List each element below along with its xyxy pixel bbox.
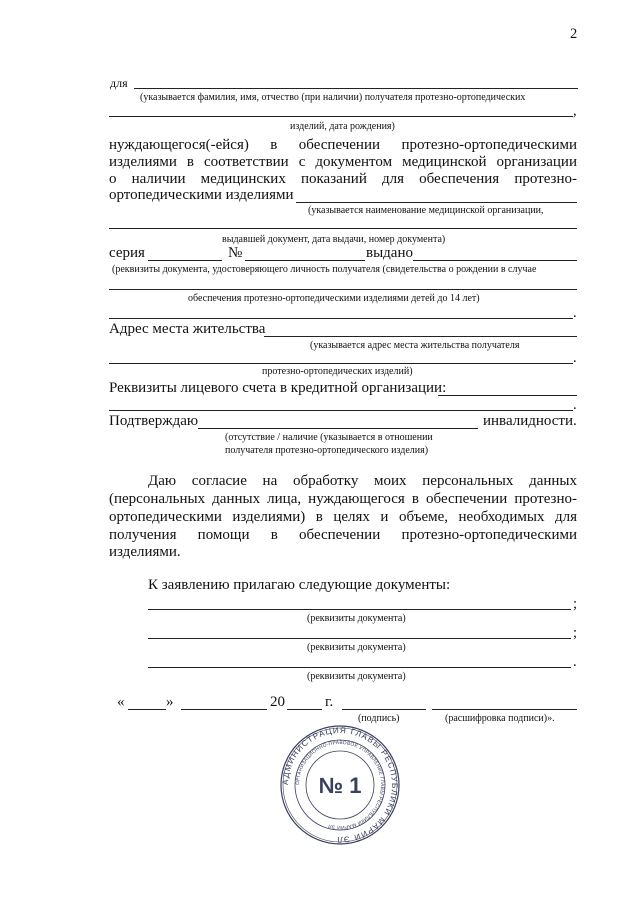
account-label: Реквизиты лицевого счета в кредитной организации: bbox=[109, 380, 447, 396]
address-note-2: протезно-ортопедических изделий) bbox=[262, 366, 413, 377]
attachment-line-3[interactable] bbox=[148, 667, 571, 668]
fio-line-2[interactable] bbox=[109, 116, 573, 117]
para1-line1: нуждающегося(-ейся) в обеспечении протезно-ортопедическими bbox=[109, 137, 577, 153]
confirm-label: Подтверждаю bbox=[109, 413, 199, 429]
consent-line4: получения помощи в обеспечении протезно-ортопедическими bbox=[109, 527, 577, 543]
med-org-note-2: выдавшей документ, дата выдачи, номер документа) bbox=[222, 234, 446, 245]
attachment-note-1: (реквизиты документа) bbox=[307, 613, 406, 624]
attachment-end-2: ; bbox=[573, 625, 578, 641]
account-line[interactable] bbox=[438, 395, 577, 396]
attachments-title: К заявлению прилагаю следующие документы: bbox=[148, 577, 451, 593]
number-label: № bbox=[228, 245, 243, 261]
date-year-prefix: 20 bbox=[270, 694, 285, 710]
signature-decode-line[interactable] bbox=[432, 709, 577, 710]
consent-line1: Даю согласие на обработку моих персональных данных bbox=[148, 473, 577, 489]
for-label: для bbox=[110, 76, 128, 90]
id-doc-line-3[interactable] bbox=[109, 318, 573, 319]
stamp-number: № 1 bbox=[318, 773, 362, 798]
address-line-2[interactable] bbox=[109, 363, 573, 364]
date-day-line[interactable] bbox=[128, 709, 166, 710]
disability-note: (отсутствие / наличие (указывается в отношении bbox=[225, 432, 433, 443]
signature-decode-note: (расшифровка подписи)». bbox=[445, 713, 555, 724]
disability-line[interactable] bbox=[198, 428, 478, 429]
attachment-note-3: (реквизиты документа) bbox=[307, 671, 406, 682]
consent-line5: изделиями. bbox=[109, 544, 181, 560]
attachment-line-2[interactable] bbox=[148, 638, 571, 639]
signature-note: (подпись) bbox=[358, 713, 400, 724]
med-org-line[interactable] bbox=[296, 202, 577, 203]
id-doc-dot: . bbox=[573, 305, 577, 321]
fio-line[interactable] bbox=[134, 88, 578, 89]
attachment-end-3: . bbox=[573, 654, 577, 670]
fio-note-2: изделий, дата рождения) bbox=[290, 121, 395, 132]
date-month-line[interactable] bbox=[181, 709, 267, 710]
attachment-note-2: (реквизиты документа) bbox=[307, 642, 406, 653]
para1-line2: изделиями в соответствии с документом медицинской организации bbox=[109, 154, 577, 170]
consent-line2: (персональных данных лица, нуждающегося в обеспечении протезно- bbox=[109, 491, 577, 507]
number-line[interactable] bbox=[245, 260, 365, 261]
id-doc-note-2: обеспечения протезно-ортопедическими изделиями детей до 14 лет) bbox=[188, 293, 480, 304]
signature-line[interactable] bbox=[342, 709, 426, 710]
attachment-end-1: ; bbox=[573, 596, 578, 612]
para1-line3: о наличии медицинских показаний для обеспечения протезно- bbox=[109, 171, 577, 187]
issued-label: выдано bbox=[366, 245, 413, 261]
attachment-line-1[interactable] bbox=[148, 609, 571, 610]
disability-end: инвалидности. bbox=[483, 413, 577, 429]
consent-line3: ортопедическими изделиями) в целях и объеме, необходимых для bbox=[109, 509, 577, 525]
fio-comma: , bbox=[573, 103, 577, 119]
date-quote-open: « bbox=[117, 694, 125, 710]
fio-note: (указывается фамилия, имя, отчество (при наличии) получателя протезно-ортопедических bbox=[140, 92, 526, 103]
stamp-inner-text: ОРГАНИЗАЦИОННО-ПРАВОВОЕ УПРАВЛЕНИЕ ГЛАВЫ РЕСПУБЛИКИ МАРИЙ ЭЛ bbox=[295, 740, 385, 830]
date-year-suffix: г. bbox=[325, 694, 334, 710]
disability-note-2: получателя протезно-ортопедического изделия) bbox=[225, 445, 429, 456]
med-org-note: (указывается наименование медицинской организации, bbox=[308, 205, 544, 216]
address-note: (указывается адрес места жительства получателя bbox=[310, 340, 520, 351]
date-year-line[interactable] bbox=[287, 709, 322, 710]
para1-line4: ортопедическими изделиями bbox=[109, 187, 294, 203]
id-doc-note: (реквизиты документа, удостоверяющего личность получателя (свидетельства о рождении в случае bbox=[112, 264, 537, 275]
account-line-2[interactable] bbox=[109, 410, 573, 411]
stamp-outer-text: АДМИНИСТРАЦИЯ ГЛАВЫ РЕСПУБЛИКИ МАРИЙ ЭЛ bbox=[280, 725, 400, 845]
date-quote-close: » bbox=[166, 694, 174, 710]
med-org-line-2[interactable] bbox=[109, 228, 577, 229]
official-stamp bbox=[280, 725, 400, 845]
page-number: 2 bbox=[570, 26, 578, 42]
id-doc-line-2[interactable] bbox=[109, 289, 577, 290]
series-line[interactable] bbox=[148, 260, 222, 261]
series-label: серия bbox=[109, 245, 145, 261]
address-label: Адрес места жительства bbox=[109, 321, 266, 337]
issued-line[interactable] bbox=[413, 260, 577, 261]
address-line[interactable] bbox=[264, 336, 577, 337]
account-dot: . bbox=[573, 397, 577, 413]
address-dot: . bbox=[573, 350, 577, 366]
